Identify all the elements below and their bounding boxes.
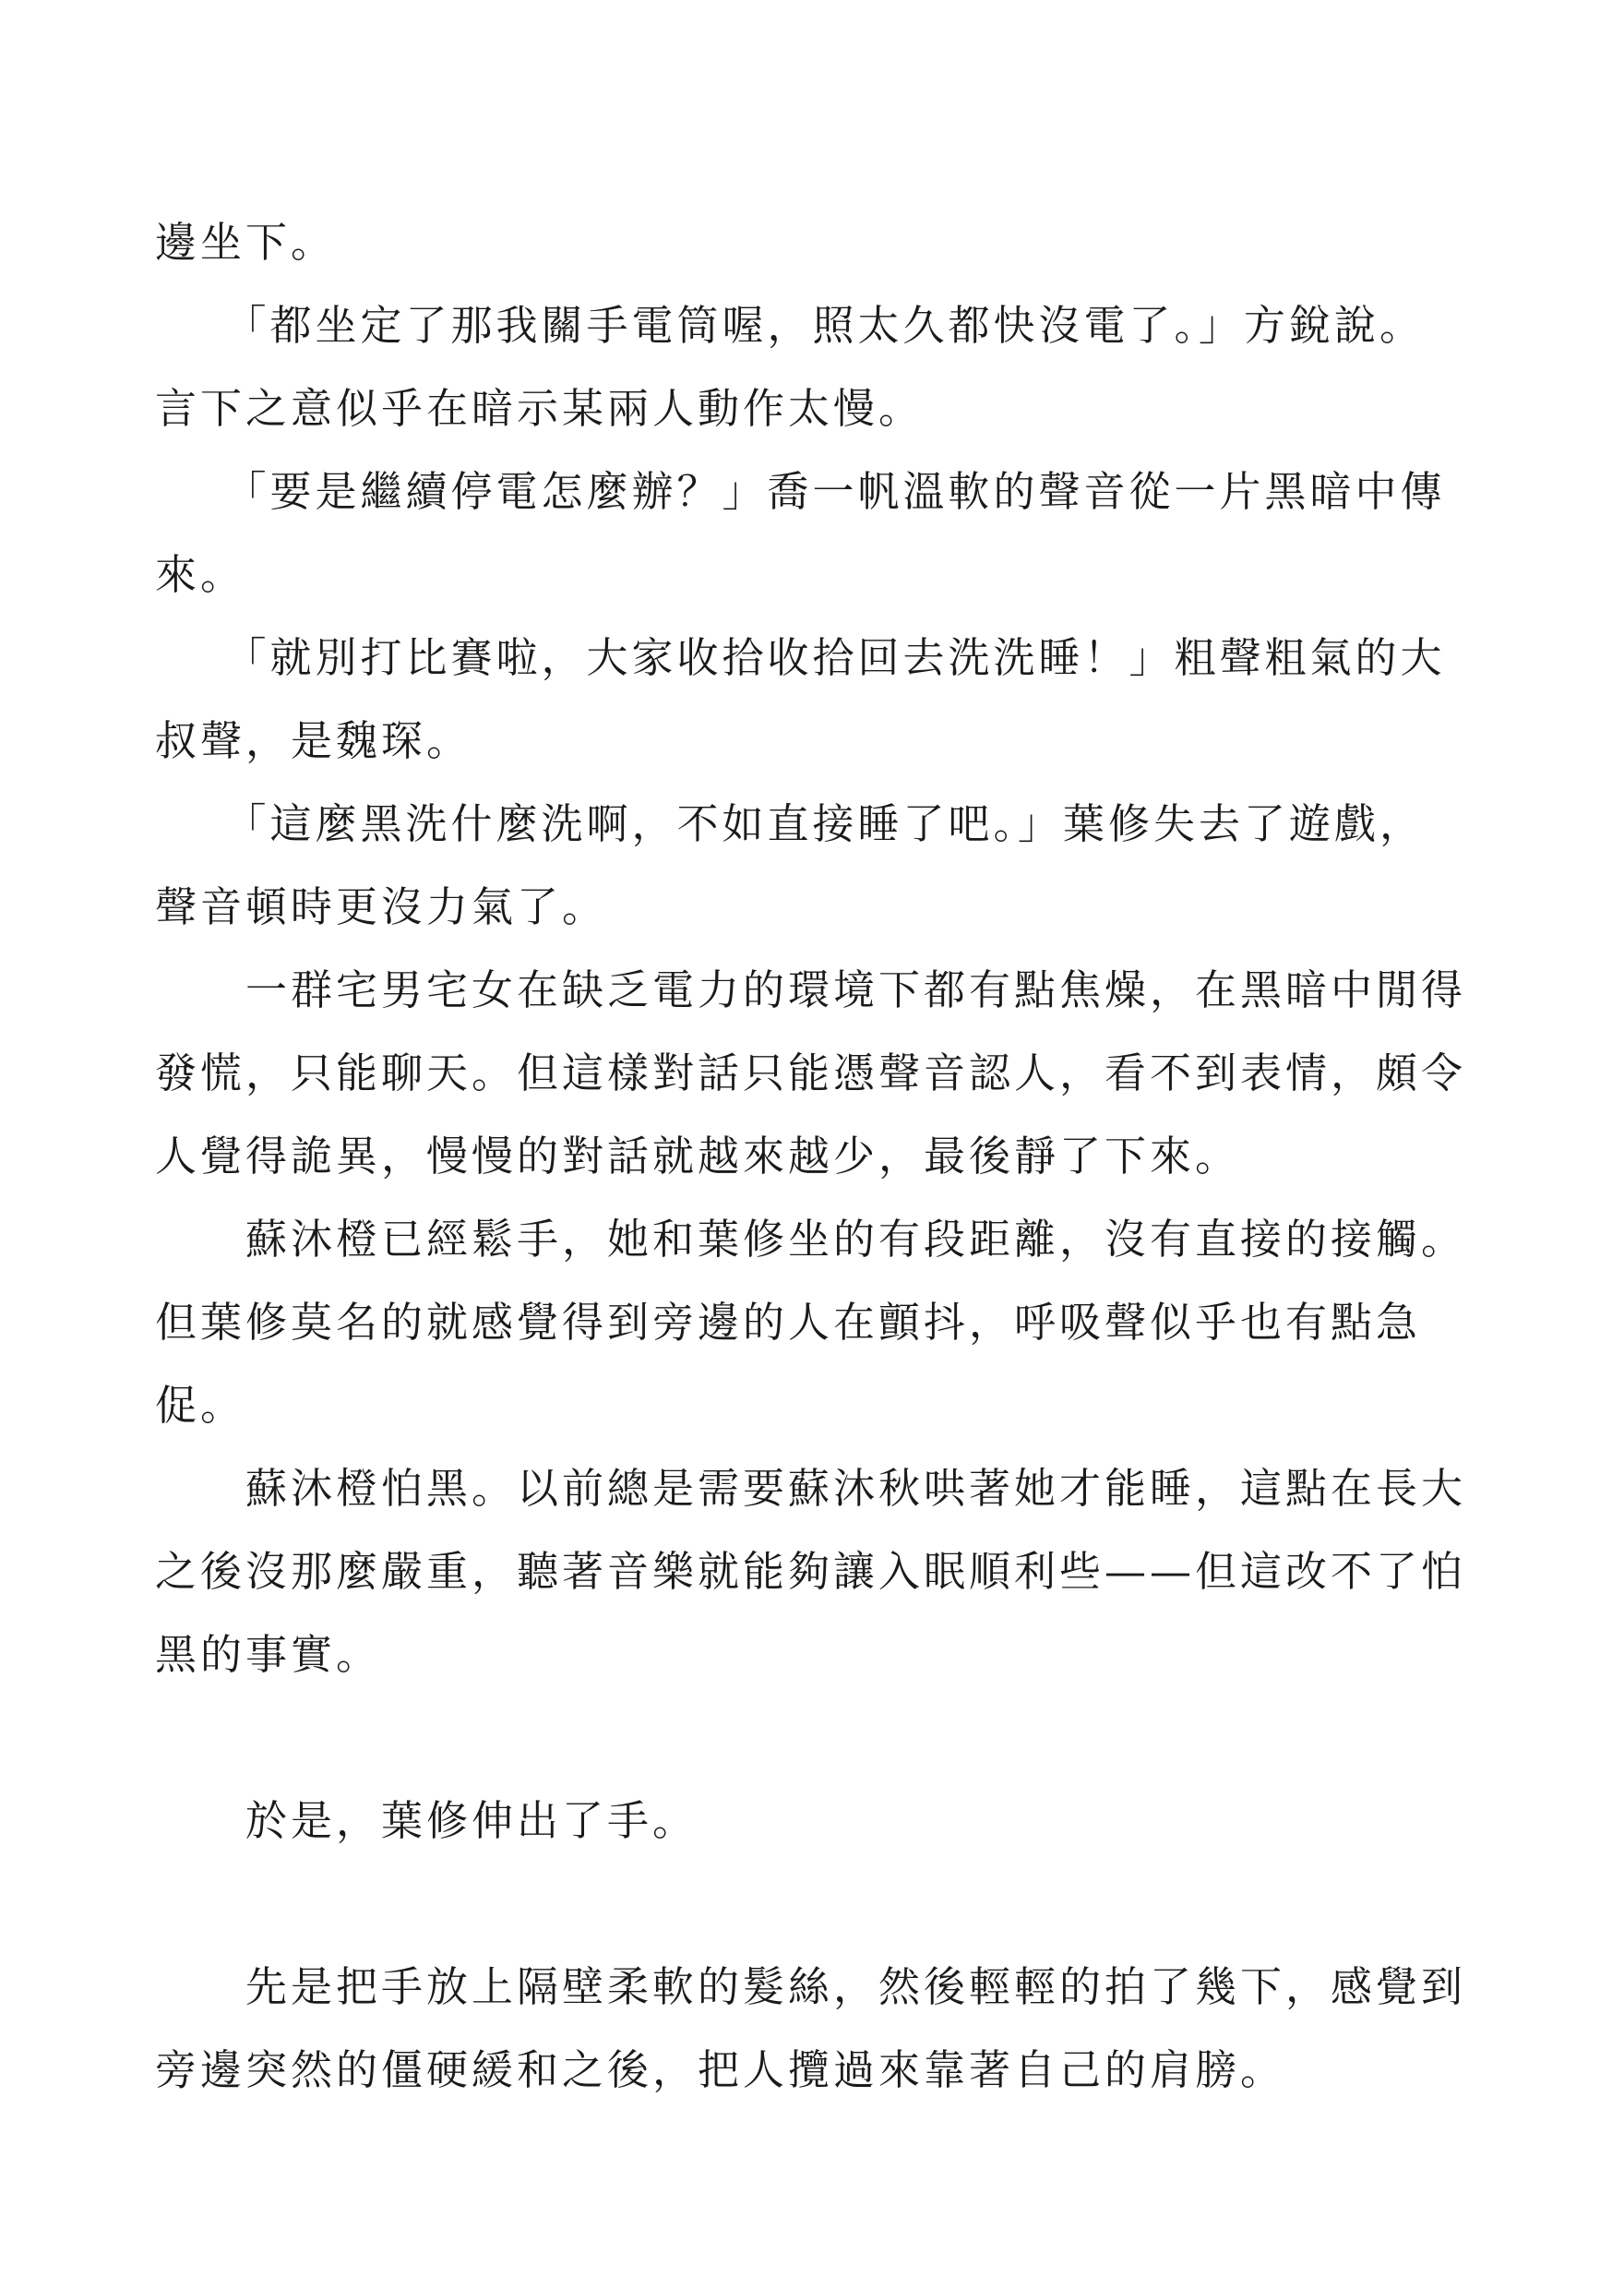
- text-line: 發慌，只能聊天。但這樣對話只能憑聲音認人，看不到表情，頗令: [155, 1049, 1467, 1097]
- text-line: 之後沒那麼嚴重，聽著音樂就能夠讓入眠順利些——但這改不了怕: [155, 1547, 1467, 1596]
- text-line: 黑的事實。: [155, 1630, 382, 1679]
- text-line: 促。: [155, 1381, 246, 1430]
- blank-line: [155, 1863, 1447, 1946]
- text-line: 蘇沐橙怕黑。以前總是需要蘇沐秋哄著她才能睡，這點在長大: [155, 1464, 1467, 1513]
- document-body: [155, 201, 1467, 2112]
- text-line: 聲音頓時更沒力氣了。: [155, 882, 608, 931]
- text-line: 但葉修莫名的就感覺得到旁邊的人在顫抖，呼吸聲似乎也有點急: [155, 1298, 1422, 1347]
- text-line: 「就別打比賽啦，大家收拾收拾回去洗洗睡！」粗聲粗氣的大: [155, 633, 1446, 682]
- text-line: 先是把手放上隔壁柔軟的髮絲，然後輕輕的拍了幾下，感覺到: [155, 1962, 1467, 2011]
- blank-line: [155, 1696, 1447, 1780]
- text-line: 來。: [155, 550, 246, 599]
- text-line: 「這麼黑洗什麼洗啊，不如直接睡了吧。」葉修失去了遊戲，: [155, 799, 1426, 848]
- text-line: 言下之意似乎在暗示某兩人動作太慢。: [155, 384, 925, 433]
- text-line: 旁邊突然的僵硬緩和之後，把人攬過來靠著自己的肩膀。: [155, 2045, 1286, 2094]
- text-line: 邊坐下。: [155, 218, 337, 267]
- text-line: 「要是繼續停電怎麼辦？」喬一帆溫軟的聲音從一片黑暗中傳: [155, 467, 1446, 516]
- text-line: 叔聲，是魏琛。: [155, 716, 472, 765]
- text-line: 於是，葉修伸出了手。: [155, 1796, 699, 1845]
- text-line: 一群宅男宅女在缺乏電力的環境下都有點焦燥，在黑暗中閒得: [155, 965, 1467, 1014]
- text-line: 「都坐定了那我關手電筒喔，照太久都快沒電了。」方銳說。: [155, 301, 1426, 350]
- text-line: 人覺得詭異，慢慢的對話就越來越少，最後靜了下來。: [155, 1132, 1241, 1180]
- text-line: 蘇沐橙已經鬆手，她和葉修坐的有段距離，沒有直接的接觸。: [155, 1215, 1467, 1264]
